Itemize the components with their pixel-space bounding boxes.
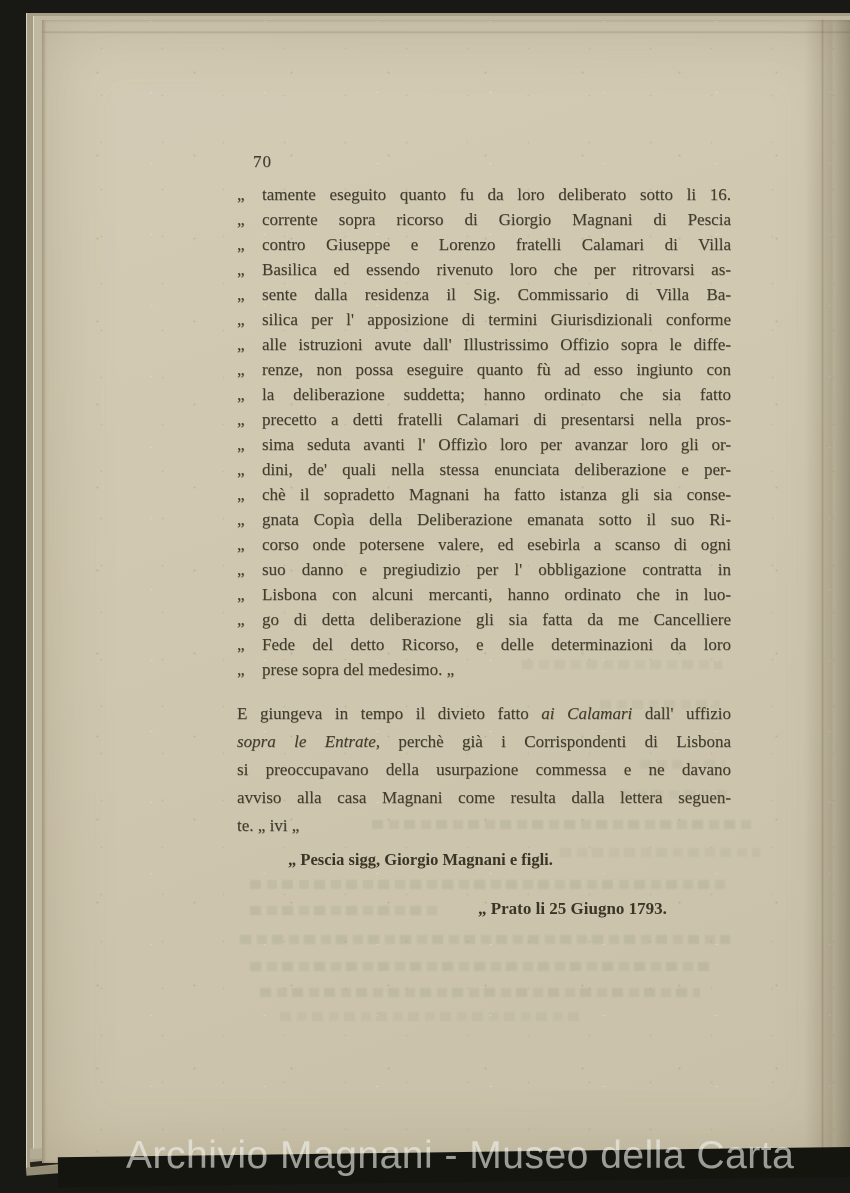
- quote-line: [237, 357, 731, 382]
- paragraph-text: perchè già i Corrispondenti di Lisbona: [379, 732, 731, 751]
- quote-line-text: alle istruzioni avute dall' Illustrissimo Offizio sopra le diffe-: [262, 335, 731, 354]
- quote-mark: „: [237, 185, 245, 204]
- quote-line-text: Lisbona con alcuni mercanti, hanno ordinato che in luo-: [262, 585, 731, 604]
- quote-line: [237, 207, 731, 232]
- page-number: 70: [253, 152, 272, 171]
- quote-line-text: la deliberazione suddetta; hanno ordinato che sia fatto: [262, 385, 731, 404]
- quote-mark: „: [237, 585, 245, 604]
- quoted-deliberation: [237, 182, 731, 682]
- quote-line: [237, 257, 731, 282]
- paragraph-line: [237, 728, 731, 756]
- quote-line: [237, 482, 731, 507]
- quote-mark: „: [237, 360, 245, 379]
- paragraph-line: [237, 812, 731, 840]
- quote-line: [237, 532, 731, 557]
- quote-line-text: contro Giuseppe e Lorenzo fratelli Calamari di Villa: [262, 235, 731, 254]
- paragraph-text: E giungeva in tempo il divieto fatto: [237, 704, 542, 723]
- quote-mark: „: [237, 660, 245, 679]
- paragraph-line: [237, 700, 731, 728]
- quote-line: [237, 407, 731, 432]
- quote-line-text: silica per l' apposizione di termini Giurisdizionali conforme: [262, 310, 731, 329]
- quote-line: [237, 307, 731, 332]
- quote-line-text: Fede del detto Ricorso, e delle determinazioni da loro: [262, 635, 731, 654]
- quote-line-text: sente dalla residenza il Sig. Commissario di Villa Ba-: [262, 285, 731, 304]
- quote-mark: „: [237, 610, 245, 629]
- quote-mark: „: [237, 260, 245, 279]
- quote-line: [237, 607, 731, 632]
- quote-mark: „: [237, 285, 245, 304]
- quote-line-text: gnata Copìa della Deliberazione emanata sotto il suo Ri-: [262, 510, 731, 529]
- quote-line: [237, 432, 731, 457]
- paragraph-text: dall' uffizio: [632, 704, 732, 723]
- quote-line: [237, 182, 731, 207]
- quote-line: [237, 582, 731, 607]
- quote-mark: „: [237, 560, 245, 579]
- quote-line: [237, 507, 731, 532]
- quote-line-text: suo danno e pregiudizio per l' obbligazione contratta in: [262, 560, 731, 579]
- paragraph-line: [237, 784, 731, 812]
- spine-crease: [822, 20, 823, 1163]
- letter-dateline: „ Prato li 25 Giugno 1793.: [478, 899, 667, 918]
- quote-line-text: chè il sopradetto Magnani ha fatto istanza gli sia conse-: [262, 485, 731, 504]
- quote-line-text: prese sopra del medesimo. „: [262, 660, 455, 679]
- watermark: Archivio Magnani - Museo della Carta: [126, 1134, 795, 1177]
- quote-line: [237, 557, 731, 582]
- paragraph-text: avviso alla casa Magnani come resulta dalla lettera seguen-: [237, 788, 731, 807]
- quote-line: [237, 632, 731, 657]
- quote-line-text: corso onde potersene valere, ed esebirla a scanso di ogni: [262, 535, 731, 554]
- quote-line-text: precetto a detti fratelli Calamari di presentarsi nella pros-: [262, 410, 731, 429]
- paragraph-text: si preoccupavano della usurpazione commessa e ne davano: [237, 760, 731, 779]
- letter-addressee: „ Pescia sigg, Giorgio Magnani e figli.: [288, 850, 553, 869]
- quote-mark: „: [237, 210, 245, 229]
- quote-mark: „: [237, 510, 245, 529]
- quote-line-text: renze, non possa eseguire quanto fù ad esso ingiunto con: [262, 360, 731, 379]
- quote-line-text: dini, de' quali nella stessa enunciata deliberazione e per-: [262, 460, 731, 479]
- quote-mark: „: [237, 485, 245, 504]
- quote-line: [237, 457, 731, 482]
- commentary-paragraph: [237, 700, 731, 840]
- book-page: [42, 20, 850, 1163]
- quote-line-text: sima seduta avanti l' Offizìo loro per avanzar loro gli or-: [262, 435, 731, 454]
- quote-line-text: go di detta deliberazione gli sia fatta da me Cancelliere: [262, 610, 731, 629]
- quote-mark: „: [237, 310, 245, 329]
- quote-line: [237, 382, 731, 407]
- quote-mark: „: [237, 535, 245, 554]
- quote-mark: „: [237, 435, 245, 454]
- quote-line-text: tamente eseguito quanto fu da loro deliberato sotto li 16.: [262, 185, 731, 204]
- italic-text: sopra le Entrate,: [237, 732, 380, 751]
- paragraph-text: te. „ ivi „: [237, 816, 300, 835]
- quote-mark: „: [237, 635, 245, 654]
- quote-mark: „: [237, 335, 245, 354]
- quote-line-text: corrente sopra ricorso di Giorgio Magnani di Pescia: [262, 210, 731, 229]
- quote-line: [237, 232, 731, 257]
- quote-mark: „: [237, 460, 245, 479]
- italic-text: ai Calamari: [541, 704, 633, 723]
- quote-line: [237, 332, 731, 357]
- quote-line-text: Basilica ed essendo rivenuto loro che per ritrovarsi as-: [262, 260, 731, 279]
- paragraph-line: [237, 756, 731, 784]
- quote-line: [237, 282, 731, 307]
- quote-mark: „: [237, 410, 245, 429]
- quote-mark: „: [237, 235, 245, 254]
- quote-mark: „: [237, 385, 245, 404]
- quote-line: [237, 657, 731, 682]
